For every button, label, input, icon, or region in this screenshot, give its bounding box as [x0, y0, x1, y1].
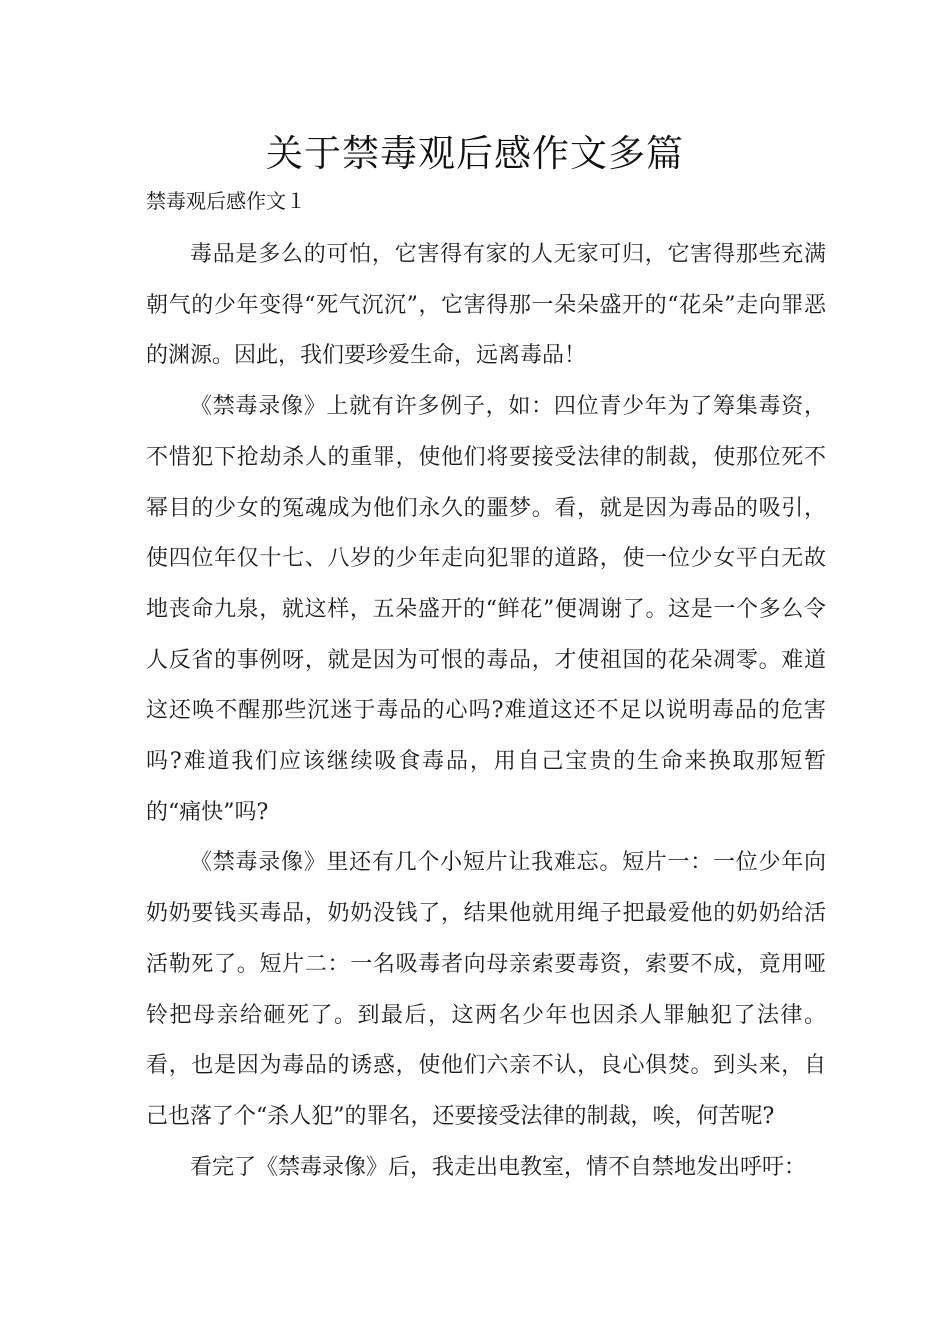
paragraph: 《禁毒录像》里还有几个小短片让我难忘。短片一：一位少年向奶奶要钱买毒品，奶奶没钱了，结果他就用绳子把最爱他的奶奶给活活勒死了。短片二：一名吸毒者向母亲索要毒资，索要不成，竟用哑铃把母亲给砸死了。到最后，这两名少年也因杀人罪触犯了法律。看，也是因为毒品的诱惑，使他们六亲不认，良心俱焚。到头来，自己也落了个“杀人犯”的罪名，还要接受法律的制裁，唉，何苦呢? [146, 850, 826, 1129]
paragraph: 《禁毒录像》上就有许多例子，如：四位青少年为了筹集毒资，不惜犯下抢劫杀人的重罪，使他们将要接受法律的制裁，使那位死不幂目的少女的冤魂成为他们永久的噩梦。看，就是因为毒品的吸引，使四位年仅十七、八岁的少年走向犯罪的道路，使一位少女平白无故地丧命九泉，就这样，五朵盛开的“鲜花”便凋谢了。这是一个多么令人反省的事例呀，就是因为可恨的毒品，才使祖国的花朵凋零。难道这还唤不醒那些沉迷于毒品的心吗?难道这还不足以说明毒品的危害吗?难道我们应该继续吸食毒品，用自己宝贵的生命来换取那短暂的“痛快”吗? [146, 394, 826, 825]
paragraph: 毒品是多么的可怕，它害得有家的人无家可归，它害得那些充满朝气的少年变得“死气沉沉”，它害得那一朵朵盛开的“花朵”走向罪恶的渊源。因此，我们要珍爱生命，远离毒品！ [146, 242, 826, 369]
article-body [146, 230, 826, 1193]
section-heading: 禁毒观后感作文１ [146, 189, 306, 213]
document-title: 关于禁毒观后感作文多篇 [266, 132, 684, 175]
paragraph: 看完了《禁毒录像》后，我走出电教室，情不自禁地发出呼吁： [190, 1154, 807, 1180]
